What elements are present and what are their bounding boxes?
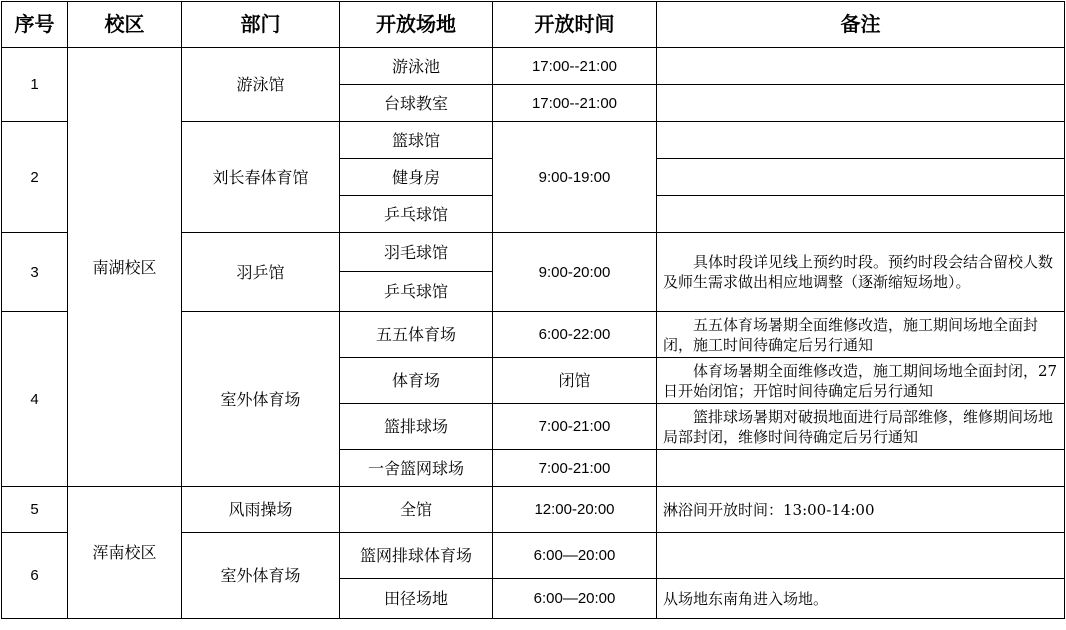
- campus-cell: 浑南校区: [68, 487, 182, 619]
- time-cell: 6:00—20:00: [493, 533, 657, 579]
- venue-cell: 篮排球场: [340, 404, 493, 450]
- note-cell: [657, 533, 1065, 579]
- header-campus: 校区: [68, 2, 182, 48]
- venue-cell: 游泳池: [340, 48, 493, 85]
- note-cell: [657, 196, 1065, 233]
- time-cell: 7:00-21:00: [493, 450, 657, 487]
- time-cell: 6:00—20:00: [493, 579, 657, 619]
- seq-cell: 6: [2, 533, 68, 619]
- table-row: [2, 487, 1065, 533]
- time-cell: 7:00-21:00: [493, 404, 657, 450]
- seq-cell: 5: [2, 487, 68, 533]
- venue-cell: 篮球馆: [340, 122, 493, 159]
- note-cell: [657, 122, 1065, 159]
- dept-cell: 室外体育场: [182, 533, 340, 619]
- time-cell: 6:00-22:00: [493, 312, 657, 358]
- time-cell: 9:00-19:00: [493, 122, 657, 233]
- venue-cell: 篮网排球体育场: [340, 533, 493, 579]
- table-row: [2, 48, 1065, 85]
- dept-cell: 羽乒馆: [182, 233, 340, 312]
- note-cell: 五五体育场暑期全面维修改造，施工期间场地全面封闭，施工时间待确定后另行通知: [657, 312, 1065, 358]
- venue-cell: 五五体育场: [340, 312, 493, 358]
- venue-cell: 乒乓球馆: [340, 196, 493, 233]
- seq-cell: 3: [2, 233, 68, 312]
- campus-cell: 南湖校区: [68, 48, 182, 487]
- time-cell: 17:00--21:00: [493, 48, 657, 85]
- time-cell: 17:00--21:00: [493, 85, 657, 122]
- venue-cell: 台球教室: [340, 85, 493, 122]
- venue-cell: 羽毛球馆: [340, 233, 493, 272]
- header-row: [2, 2, 1065, 48]
- dept-cell: 刘长春体育馆: [182, 122, 340, 233]
- venue-cell: 田径场地: [340, 579, 493, 619]
- venue-cell: 全馆: [340, 487, 493, 533]
- time-cell: 9:00-20:00: [493, 233, 657, 312]
- dept-cell: 游泳馆: [182, 48, 340, 122]
- note-cell: [657, 48, 1065, 85]
- header-dept: 部门: [182, 2, 340, 48]
- note-cell: 体育场暑期全面维修改造，施工期间场地全面封闭，27日开始闭馆；开馆时间待确定后另行通知: [657, 358, 1065, 404]
- note-cell: 淋浴间开放时间：13:00-14:00: [657, 487, 1065, 533]
- seq-cell: 1: [2, 48, 68, 122]
- header-seq: 序号: [2, 2, 68, 48]
- venue-cell: 乒乓球馆: [340, 272, 493, 312]
- venue-cell: 体育场: [340, 358, 493, 404]
- time-cell: 12:00-20:00: [493, 487, 657, 533]
- note-cell: [657, 450, 1065, 487]
- header-time: 开放时间: [493, 2, 657, 48]
- note-cell: 篮排球场暑期对破损地面进行局部维修，维修期间场地局部封闭，维修时间待确定后另行通知: [657, 404, 1065, 450]
- seq-cell: 4: [2, 312, 68, 487]
- seq-cell: 2: [2, 122, 68, 233]
- header-venue: 开放场地: [340, 2, 493, 48]
- venue-schedule-table: [1, 1, 1065, 619]
- note-cell: [657, 159, 1065, 196]
- time-cell: 闭馆: [493, 358, 657, 404]
- dept-cell: 风雨操场: [182, 487, 340, 533]
- venue-cell: 健身房: [340, 159, 493, 196]
- note-cell: 从场地东南角进入场地。: [657, 579, 1065, 619]
- note-cell: [657, 85, 1065, 122]
- header-note: 备注: [657, 2, 1065, 48]
- note-cell: 具体时段详见线上预约时段。预约时段会结合留校人数及师生需求做出相应地调整（逐渐缩短场地）。: [657, 233, 1065, 312]
- dept-cell: 室外体育场: [182, 312, 340, 487]
- venue-cell: 一舍篮网球场: [340, 450, 493, 487]
